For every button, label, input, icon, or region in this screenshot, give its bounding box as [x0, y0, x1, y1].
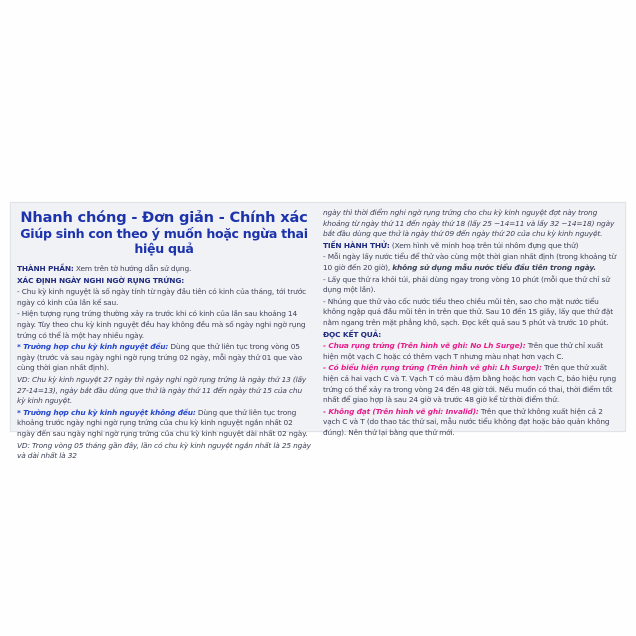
procedure-step-1 [323, 252, 617, 273]
test-procedure-heading-line [323, 241, 617, 252]
ingredients-text: Xem trên tờ hướng dẫn sử dụng. [73, 264, 192, 273]
irregular-cycle-lead: * Trường hợp chu kỳ kinh nguyệt không đều: [17, 407, 196, 417]
result-lh-surge [323, 363, 617, 405]
result-lh-surge-text: Trên que thử xuất hiện cả hai vạch C và T. Vạch T có màu đậm bằng hoặc hơn vạch C, báo hiệu rụng trứng có thể xảy ra trong vòng 24 đến 48 giờ tới. Nếu muốn có thai, thời điểm tốt nhất để giao hợp là sau 24 giờ và trước 48 giờ kể từ thời điểm thử. [323, 363, 616, 405]
result-no-lh-surge [323, 341, 617, 362]
read-results-heading: ĐỌC KẾT QUẢ: [323, 329, 382, 339]
procedure-step-1-text: - Mỗi ngày lấy nước tiểu để thử vào cùng một thời gian nhất định (trong khoảng từ 10 giờ đến 20 giờ), [323, 252, 616, 272]
irregular-cycle-paragraph [17, 408, 311, 440]
ingredients-line [17, 264, 311, 275]
irregular-cycle-example-continued: ngày thì thời điểm nghi ngờ rụng trứng cho chu kỳ kinh nguyệt đợt này trong khoảng từ ngày thứ 11 đến ngày thứ 18 (lấy 25 −14=11 và lấy 32 −14=18) ngày bắt đầu dùng que thử là ngày thứ 09 đến ngày thứ 20 của chu kỳ kinh nguyệt. [323, 208, 615, 239]
regular-cycle-paragraph [17, 342, 311, 374]
result-invalid-lead: - Không đạt (Trên hình vẽ ghi: Invalid): [323, 406, 479, 416]
regular-cycle-example: VD: Chu kỳ kinh nguyệt 27 ngày thì ngày nghi ngờ rụng trứng là ngày thứ 13 (lấy 27-14=13), ngày bắt đầu dùng que thử là ngày thứ 11 đến ngày thứ 15 của chu kỳ kinh nguyệt. [17, 374, 307, 406]
result-lh-surge-lead: - Có biểu hiện rụng trứng (Trên hình vẽ ghi: Lh Surge): [323, 363, 542, 373]
procedure-step-2: - Lấy que thử ra khỏi túi, phải dùng ngay trong vòng 10 phút (mỗi que thử chỉ sử dụng một lần). [323, 274, 610, 295]
regular-cycle-lead: * Trường hợp chu kỳ kinh nguyệt đều: [17, 342, 169, 352]
left-column [17, 208, 311, 461]
procedure-step-1-warning: không sử dụng mẫu nước tiểu đầu tiên trong ngày. [392, 262, 596, 272]
ingredients-label: THÀNH PHẦN: [17, 264, 74, 273]
test-procedure-note: (Xem hình vẽ minh hoạ trên túi nhôm đựng que thử) [389, 240, 579, 250]
irregular-cycle-text: Dùng que thử liên tục trong khoảng trước ngày nghi ngờ rụng trứng của chu kỳ kinh nguyệt ngắn nhất 02 ngày đến sau ngày nghi ngờ rụng trứng của chu kỳ kinh nguyệt dài nhất 02 ngày. [17, 407, 308, 438]
result-invalid-text: Trên que thử không xuất hiện cả 2 vạch C và T (do thao tác thử sai, mẫu nước tiểu không đạt hoặc bảo quản không đúng). Nên thử lại bằng que thử mới. [323, 406, 610, 437]
determine-day-heading: XÁC ĐỊNH NGÀY NGHI NGỜ RỤNG TRỨNG: [17, 275, 185, 285]
product-subtitle: Giúp sinh con theo ý muốn hoặc ngừa thai hiệu quả [20, 226, 308, 256]
result-no-lh-surge-text: Trên que thử chỉ xuất hiện một vạch C hoặc có thêm vạch T nhưng màu nhạt hơn vạch C. [323, 341, 603, 361]
irregular-cycle-example-start: VD: Trong vòng 05 tháng gần đây, lần có chu kỳ kinh nguyệt ngắn nhất là 25 ngày và dài nhất là 32 [17, 440, 311, 461]
product-tagline: Nhanh chóng - Đơn giản - Chính xác [20, 209, 308, 226]
test-procedure-label: TIẾN HÀNH THỬ: [323, 240, 390, 250]
instruction-panel [10, 202, 626, 461]
regular-cycle-text: Dùng que thử liên tục trong vòng 05 ngày (trước và sau ngày nghi ngờ rụng trứng 02 ngày, mỗi ngày thử 01 que vào cùng thời gian nhất định). [17, 342, 303, 373]
result-no-lh-surge-lead: - Chưa rụng trứng (Trên hình vẽ ghi: No Lh Surge): [323, 341, 526, 351]
result-invalid [323, 407, 617, 439]
right-column [323, 208, 617, 437]
ovulation-timing-paragraph: - Hiện tượng rụng trứng thường xảy ra trước khi có kinh của lần sau khoảng 14 ngày. Tùy theo chu kỳ kinh nguyệt đều hay không đều mà số ngày nghi ngờ rụng trứng có thể là một hay nhiều ngày. [17, 309, 306, 340]
procedure-step-3: - Nhúng que thử vào cốc nước tiểu theo chiều mũi tên, sao cho mặt nước tiểu không ngập quá đầu mũi tên in trên que thử. Sau 10 đến 15 giây, lấy que thử đặt nằm ngang trên mặt phẳng khô, sạch. Đọc kết quả sau 5 phút và trước 10 phút. [323, 296, 613, 327]
cycle-definition-paragraph: - Chu kỳ kinh nguyệt là số ngày tính từ ngày đầu tiên có kinh của tháng, tới trước ngày có kinh của lần kế sau. [17, 287, 306, 307]
